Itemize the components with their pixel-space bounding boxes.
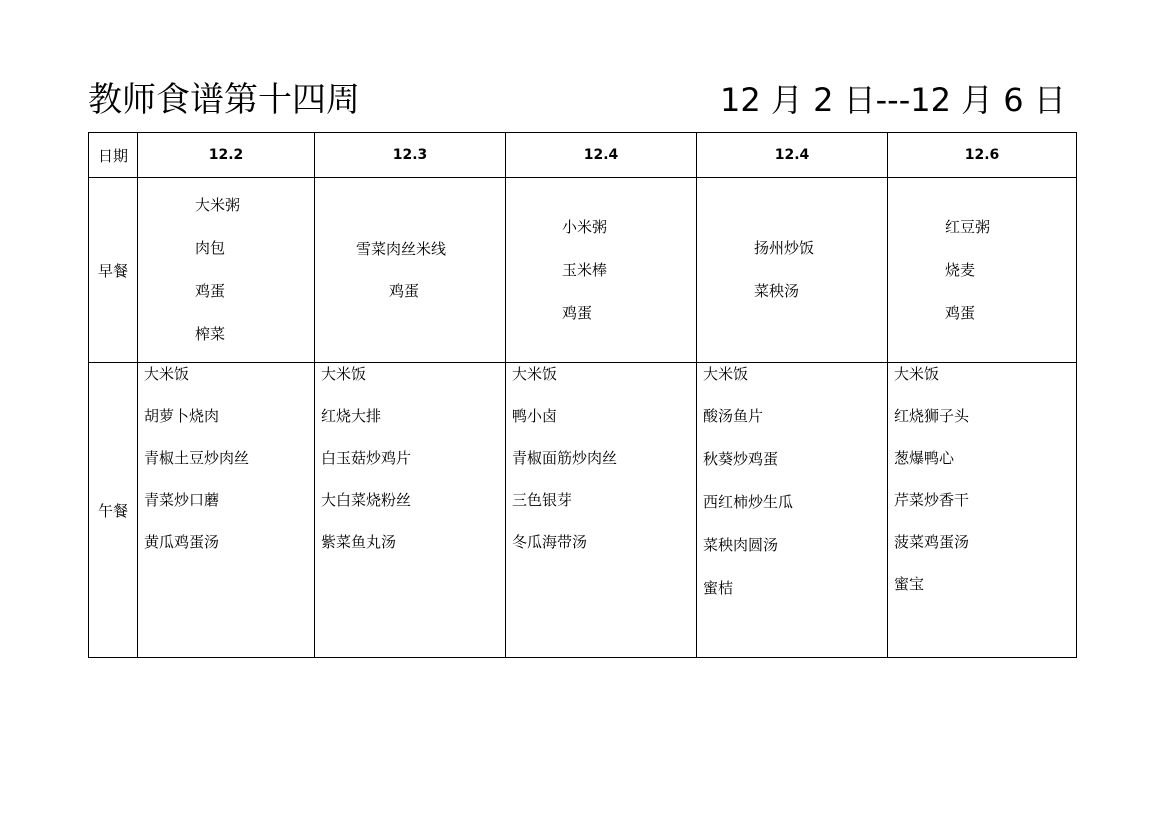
lunch-cell	[506, 363, 697, 658]
lunch-cell	[888, 363, 1077, 658]
date-range: 12 月 2 日---12 月 6 日	[720, 81, 1066, 119]
page-title: 教师食谱第十四周	[88, 80, 360, 120]
menu-item: 秋葵炒鸡蛋	[703, 450, 779, 468]
menu-item: 白玉菇炒鸡片	[321, 449, 412, 467]
lunch-cell	[138, 363, 315, 658]
menu-item: 鸡蛋	[562, 303, 593, 322]
lunch-row	[89, 363, 1077, 658]
date-cell: 12.4	[506, 133, 697, 178]
menu-item: 玉米棒	[562, 260, 608, 279]
lunch-cell	[697, 363, 888, 658]
menu-item: 大米饭	[321, 365, 367, 383]
menu-item: 蜜桔	[703, 579, 734, 597]
menu-item: 胡萝卜烧肉	[144, 407, 220, 425]
menu-item: 鸡蛋	[945, 303, 976, 322]
date-cell: 12.2	[138, 133, 315, 178]
menu-item: 雪菜肉丝米线	[356, 240, 447, 258]
menu-item: 红豆粥	[945, 217, 991, 236]
menu-item: 大米粥	[195, 196, 241, 214]
menu-item: 鸡蛋	[195, 282, 226, 300]
menu-item: 芹菜炒香干	[894, 491, 970, 509]
menu-item: 葱爆鸭心	[894, 449, 955, 467]
menu-item: 西红柿炒生瓜	[703, 493, 794, 511]
menu-item: 蜜宝	[894, 575, 925, 593]
menu-item: 紫菜鱼丸汤	[321, 533, 397, 551]
menu-item: 红烧大排	[321, 407, 382, 425]
breakfast-row	[89, 178, 1077, 363]
menu-item: 青菜炒口蘑	[144, 491, 220, 509]
date-cell: 12.6	[888, 133, 1077, 178]
menu-item: 肉包	[195, 239, 226, 257]
breakfast-cell	[506, 178, 697, 363]
menu-item: 榨菜	[195, 325, 226, 343]
menu-table	[88, 132, 1077, 658]
date-label: 日期	[89, 133, 138, 178]
menu-item: 大米饭	[894, 365, 940, 383]
menu-item: 鸡蛋	[389, 282, 420, 300]
menu-item: 红烧狮子头	[894, 407, 970, 425]
menu-item: 大米饭	[703, 365, 749, 383]
breakfast-cell	[315, 178, 506, 363]
lunch-cell	[315, 363, 506, 658]
menu-item: 菜秧汤	[754, 282, 800, 300]
menu-item: 青椒面筋炒肉丝	[512, 449, 618, 467]
menu-item: 大米饭	[512, 365, 558, 383]
date-cell: 12.4	[697, 133, 888, 178]
menu-item: 冬瓜海带汤	[512, 533, 588, 551]
breakfast-cell	[697, 178, 888, 363]
menu-item: 菠菜鸡蛋汤	[894, 533, 970, 551]
menu-item: 菜秧肉圆汤	[703, 536, 779, 554]
menu-item: 青椒土豆炒肉丝	[144, 449, 250, 467]
date-cell: 12.3	[315, 133, 506, 178]
breakfast-cell	[138, 178, 315, 363]
header-row	[89, 133, 1077, 178]
menu-item: 大白菜烧粉丝	[321, 491, 412, 509]
breakfast-label: 早餐	[89, 178, 138, 363]
lunch-label: 午餐	[89, 363, 138, 658]
menu-item: 黄瓜鸡蛋汤	[144, 533, 220, 551]
menu-item: 三色银芽	[512, 491, 573, 509]
breakfast-cell	[888, 178, 1077, 363]
menu-item: 鸭小卤	[512, 407, 558, 425]
menu-item: 酸汤鱼片	[703, 407, 764, 425]
menu-item: 扬州炒饭	[754, 239, 815, 257]
menu-item: 大米饭	[144, 365, 190, 383]
menu-item: 小米粥	[562, 217, 608, 236]
menu-item: 烧麦	[945, 260, 976, 279]
